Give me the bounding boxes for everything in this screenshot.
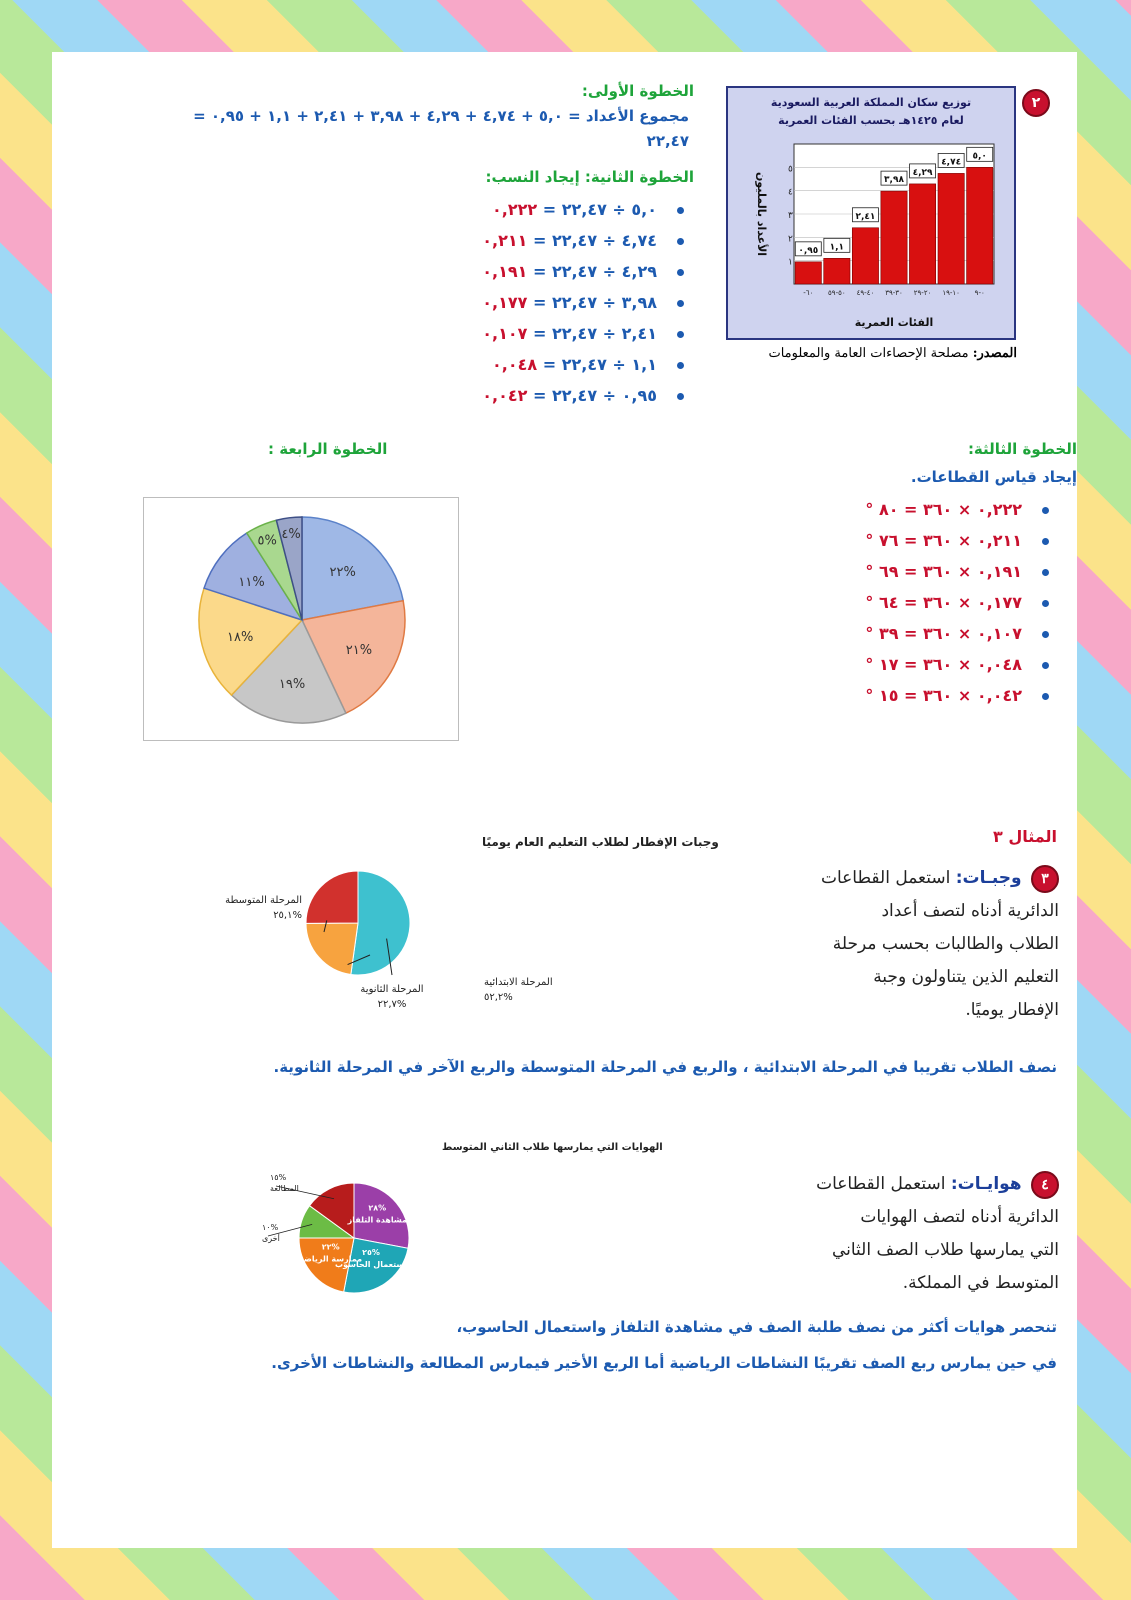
hobby-slice-label: أخرى	[262, 1234, 280, 1243]
ratio-expression: ٤,٢٩ ÷ ٢٢,٤٧ =	[532, 262, 657, 281]
sector-pie-chart	[144, 498, 458, 740]
pie-slice-label: %٥	[257, 533, 277, 549]
hobby-slice-value: %١٥	[270, 1173, 287, 1182]
pie-slice-label: %٤	[281, 527, 301, 543]
question4-number-badge: ٤	[1031, 1171, 1059, 1199]
ratio-row	[482, 231, 684, 250]
ratio-result: ٠,١٧٧	[482, 293, 528, 312]
step4-title: الخطوة الرابعة :	[268, 440, 388, 458]
example3-number-badge: ٣	[1031, 865, 1059, 893]
breakfast-slice-value: %٢٢,٧	[377, 999, 407, 1010]
example3-line2: الدائرية أدناه لتصف أعداد	[881, 901, 1059, 921]
ratio-row	[492, 355, 684, 374]
ratio-expression: ٢,٤١ ÷ ٢٢,٤٧ =	[532, 324, 657, 343]
hobbies-pie-frame	[232, 1134, 663, 1324]
example3-line4: التعليم الذين يتناولون وجبة	[873, 967, 1059, 987]
hobby-slice-label: المطالعة	[270, 1184, 299, 1193]
bar-chart-title: توزيع سكان المملكة العربية السعودية	[770, 96, 972, 109]
ratio-result: ٠,١٩١	[482, 262, 528, 281]
breakfast-slice-label: المرحلة الابتدائية	[484, 977, 553, 988]
ratio-result: ٠,٢٢٢	[492, 200, 538, 219]
breakfast-chart-title: وجبات الإفطار لطلاب التعليم العام يوميًا	[482, 835, 719, 849]
ratio-expression: ٤,٧٤ ÷ ٢٢,٤٧ =	[532, 231, 657, 250]
step3-title: الخطوة الثالثة:	[967, 440, 1077, 458]
hobby-slice-value: %١٠	[262, 1223, 279, 1232]
ratio-expression: ٥,٠ ÷ ٢٢,٤٧ =	[542, 200, 657, 219]
bar	[824, 258, 850, 284]
question4-line2: الدائرية أدناه لتصف الهوايات	[860, 1207, 1059, 1227]
breakfast-slice-value: %٥٢,٢	[484, 992, 513, 1003]
hobby-slice-label: استعمال الحاسوب	[335, 1260, 407, 1270]
bar	[852, 228, 878, 284]
x-axis-label: الفئات العمرية	[854, 316, 934, 329]
x-tick-label: ٥٠-٥٩	[828, 289, 846, 297]
bullet-icon	[1042, 569, 1049, 576]
example3-text-0: استعمل القطاعات	[820, 868, 951, 888]
y-axis-label: الأعداد بالمليون	[755, 171, 768, 257]
sector-pie-frame	[143, 497, 459, 741]
bar-value-label: ٥,٠	[972, 151, 987, 162]
ratio-row	[482, 386, 684, 405]
y-tick-label: ٢	[788, 234, 793, 245]
bullet-icon	[677, 238, 684, 245]
question4-line3: التي يمارسها طلاب الصف الثاني	[831, 1240, 1059, 1260]
ratio-result: ٠,٠٤٨	[492, 355, 538, 374]
bar-value-label: ٤,٧٤	[941, 157, 962, 168]
angle-row	[865, 500, 1049, 519]
question4-text-0: استعمل القطاعات	[816, 1174, 946, 1194]
y-tick-label: ١	[788, 257, 793, 268]
bullet-icon	[677, 207, 684, 214]
chart-source	[768, 346, 1017, 361]
bullet-icon	[1042, 538, 1049, 545]
ratio-expression: ١,١ ÷ ٢٢,٤٧ =	[542, 355, 657, 374]
pie-slice-label: %١٩	[278, 677, 306, 693]
hobby-slice-value: %٢٨	[368, 1203, 387, 1213]
ratio-expression: ٣,٩٨ ÷ ٢٢,٤٧ =	[532, 293, 657, 312]
pie-slice	[306, 923, 358, 975]
breakfast-slice-label: المرحلة المتوسطة	[225, 895, 302, 906]
bar-value-label: ٢,٤١	[855, 211, 876, 222]
step2-title: الخطوة الثانية: إيجاد النسب:	[485, 168, 694, 186]
bullet-icon	[677, 269, 684, 276]
angle-expression: ٠,٠٤٨ × ٣٦٠ = ١٧ °	[865, 655, 1022, 674]
angle-row	[865, 624, 1049, 643]
step1-title: الخطوة الأولى:	[581, 82, 694, 100]
angle-expression: ٠,١٩١ × ٣٦٠ = ٦٩ °	[865, 562, 1022, 581]
x-tick-label: ٦٠-	[803, 289, 814, 297]
question4-line4: المتوسط في المملكة.	[902, 1273, 1059, 1293]
example3-line1	[759, 862, 1059, 895]
breakfast-pie-chart	[192, 830, 719, 1020]
angle-expression: ٠,٠٤٢ × ٣٦٠ = ١٥ °	[865, 686, 1022, 705]
bullet-icon	[1042, 600, 1049, 607]
x-tick-label: ١٠-١٩	[942, 289, 960, 297]
worksheet-page	[52, 52, 1077, 1548]
hobby-slice-value: %٢٥	[362, 1248, 380, 1258]
question2-number-badge: ٢	[1022, 89, 1050, 117]
pie-slice	[306, 871, 358, 923]
angle-row	[865, 655, 1049, 674]
bar-value-label: ١,١	[829, 242, 845, 253]
ratio-row	[492, 200, 684, 219]
x-tick-label: ٠-٩	[974, 289, 985, 297]
bar-value-label: ٠,٩٥	[798, 245, 819, 256]
example3-title: المثال ٣	[993, 827, 1057, 846]
source-label: المصدر:	[972, 346, 1017, 361]
pie-slice-label: %٢١	[345, 642, 373, 658]
angle-expression: ٠,٢٢٢ × ٣٦٠ = ٨٠ °	[865, 500, 1022, 519]
population-bar-chart	[728, 88, 1014, 338]
hobby-slice-label: ممارسة الرياضة	[299, 1254, 363, 1264]
hobby-slice-value: %٢٢	[321, 1242, 340, 1252]
y-tick-label: ٤	[788, 187, 793, 198]
population-bar-chart-frame	[726, 86, 1016, 340]
x-tick-label: ٤٠-٤٩	[856, 289, 875, 297]
angle-expression: ٠,٢١١ × ٣٦٠ = ٧٦ °	[865, 531, 1022, 550]
ratio-result: ٠,١٠٧	[482, 324, 528, 343]
x-tick-label: ٢٠-٢٩	[913, 289, 932, 297]
breakfast-slice-label: المرحلة الثانوية	[360, 984, 424, 995]
breakfast-slice-value: %٢٥,١	[273, 910, 302, 921]
bullet-icon	[677, 300, 684, 307]
ratio-result: ٠,٢١١	[482, 231, 528, 250]
ratio-row	[482, 262, 684, 281]
ratio-row	[482, 293, 684, 312]
angle-row	[865, 562, 1049, 581]
question4-text-block	[739, 1168, 1059, 1300]
breakfast-pie-frame	[192, 830, 719, 1020]
bar	[795, 262, 821, 284]
bar-chart-title-2: لعام ١٤٢٥هـ بحسب الفئات العمرية	[778, 114, 964, 127]
ratio-result: ٠,٠٤٢	[482, 386, 528, 405]
ratio-expression: ٠,٩٥ ÷ ٢٢,٤٧ =	[532, 386, 657, 405]
bar	[938, 173, 964, 284]
bullet-icon	[1042, 507, 1049, 514]
angle-row	[865, 531, 1049, 550]
question4-answer1: تنحصر هوايات أكثر من نصف طلبة الصف في مشاهدة التلفاز واستعمال الحاسوب،	[456, 1318, 1057, 1336]
bullet-icon	[1042, 662, 1049, 669]
y-tick-label: ٥	[788, 164, 793, 175]
bar-value-label: ٣,٩٨	[884, 175, 904, 186]
example3-answer: نصف الطلاب تقريبا في المرحلة الابتدائية ، والربع في المرحلة المتوسطة والربع الآخر في المرحلة الثانوية.	[273, 1058, 1057, 1076]
source-text: مصلحة الإحصاءات العامة والمعلومات	[768, 346, 969, 361]
bar	[881, 191, 907, 284]
bullet-icon	[677, 362, 684, 369]
example3-line3: الطلاب والطالبات بحسب مرحلة	[832, 934, 1059, 954]
angle-row	[865, 593, 1049, 612]
y-tick-label: ٣	[788, 211, 793, 221]
bar-value-label: ٤,٢٩	[912, 167, 933, 178]
bar	[909, 184, 935, 284]
example3-line5: الإفطار يوميًا.	[965, 1000, 1059, 1020]
question4-keyword: هوايـات:	[950, 1174, 1022, 1194]
pie-slice-label: %١١	[238, 574, 265, 590]
bar	[967, 167, 993, 284]
example3-text-block	[759, 862, 1059, 1027]
angle-expression: ٠,١٧٧ × ٣٦٠ = ٦٤ °	[865, 593, 1022, 612]
angle-expression: ٠,١٠٧ × ٣٦٠ = ٣٩ °	[865, 624, 1022, 643]
bullet-icon	[677, 393, 684, 400]
bullet-icon	[1042, 693, 1049, 700]
ratio-row	[482, 324, 684, 343]
hobbies-chart-title: الهوايات التي يمارسها طلاب الثاني المتوسط	[442, 1142, 663, 1153]
bullet-icon	[1042, 631, 1049, 638]
bullet-icon	[677, 331, 684, 338]
angle-row	[865, 686, 1049, 705]
question4-answer2: في حين يمارس ربع الصف تقريبًا النشاطات الرياضية أما الربع الأخير فيمارس المطالعة والنشاطات الأخرى.	[271, 1354, 1057, 1372]
step1-sum-line2: ٢٢,٤٧	[646, 132, 689, 150]
step3-subtitle: إيجاد قياس القطاعات.	[910, 468, 1077, 486]
question4-line1	[739, 1168, 1059, 1201]
x-tick-label: ٣٠-٣٩	[885, 289, 903, 297]
pie-slice-label: %٢٢	[329, 564, 356, 580]
step1-sum-line1: مجموع الأعداد = ٥,٠ + ٤,٧٤ + ٤,٢٩ + ٣,٩٨ + ٢,٤١ + ١,١ + ٠,٩٥ =	[193, 107, 689, 125]
pie-slice-label: %١٨	[226, 629, 254, 645]
hobbies-pie-chart	[232, 1134, 663, 1324]
hobby-slice-label: مشاهدة التلفاز	[347, 1215, 408, 1225]
example3-keyword: وجبـات:	[955, 868, 1022, 888]
